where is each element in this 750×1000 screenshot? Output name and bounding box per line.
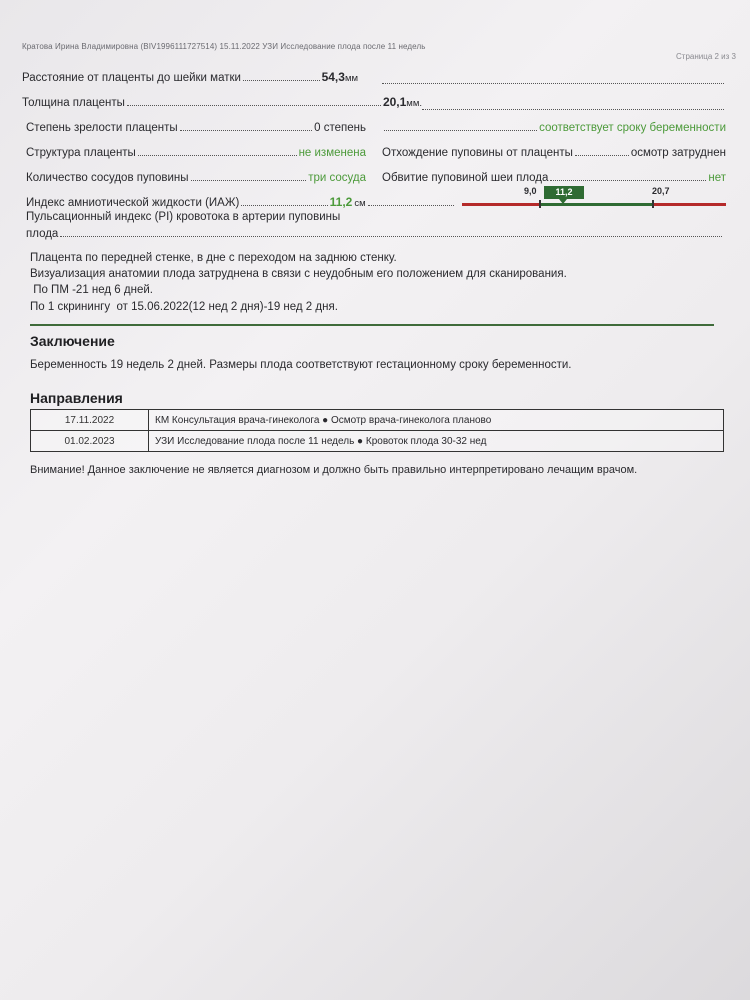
dot-leader: [191, 179, 307, 181]
placenta-thickness-row: [22, 95, 422, 109]
nuchal-cord-value: нет: [708, 172, 726, 184]
maturity-note-row: [382, 122, 726, 134]
disclaimer-text: Внимание! Данное заключение не является диагнозом и должно быть правильно интерпретировано лечащим врачом.: [30, 464, 638, 476]
cord-attachment-label: Отхождение пуповины от плаценты: [382, 147, 573, 159]
placenta-distance-row: [22, 70, 358, 84]
scale-value-marker: 11,2: [544, 186, 584, 199]
afi-unit: см: [354, 198, 366, 209]
placenta-distance-unit: мм: [344, 73, 358, 84]
scale-max-tick: [652, 200, 654, 208]
dot-leader: [384, 129, 537, 131]
pi-row: [26, 228, 724, 240]
table-row: [31, 431, 724, 452]
dot-leader: [422, 108, 724, 110]
afi-label: Индекс амниотической жидкости (ИАЖ): [26, 197, 240, 209]
dot-leader: [241, 204, 327, 206]
scale-min-tick: [539, 200, 541, 208]
dot-leader: [127, 104, 381, 106]
vessels-row: [26, 172, 366, 184]
afi-value: 11,2: [329, 195, 353, 209]
section-divider: [30, 324, 714, 326]
placenta-distance-label: Расстояние от плаценты до шейки матки: [22, 72, 241, 84]
placenta-thickness-label: Толщина плаценты: [22, 97, 125, 109]
maturity-label: Степень зрелости плаценты: [26, 122, 178, 134]
conclusion-text: Беременность 19 недель 2 дней. Размеры плода соответствуют гестационному сроку беременности.: [30, 359, 572, 371]
referral-text: УЗИ Исследование плода после 11 недель ● Кровоток плода 30-32 нед: [149, 431, 724, 452]
nuchal-cord-label: Обвитие пуповиной шеи плода: [382, 172, 549, 184]
afi-reference-scale: [462, 186, 726, 208]
vessels-value: три сосуда: [308, 172, 366, 184]
scale-normal-range-track: [540, 203, 654, 206]
dot-leader: [368, 204, 454, 206]
maturity-row: [26, 122, 366, 134]
structure-label: Структура плаценты: [26, 147, 136, 159]
afi-row: [26, 195, 456, 209]
referrals-table: [30, 409, 724, 452]
note-line: Плацента по передней стенке, в дне с переходом на заднюю стенку.: [30, 252, 397, 264]
conclusion-heading: Заключение: [30, 333, 115, 349]
note-line: По 1 скринингу от 15.06.2022(12 нед 2 дня)-19 нед 2 дня.: [30, 301, 338, 313]
table-row: [31, 410, 724, 431]
dot-leader: [243, 79, 320, 81]
scale-max-label: 20,7: [652, 186, 670, 196]
placenta-thickness-value: 20,1: [382, 95, 407, 109]
page-number: Страница 2 из 3: [676, 52, 736, 61]
dot-leader: [575, 154, 629, 156]
cord-attachment-value: осмотр затруднен: [630, 147, 726, 159]
referral-text: КМ Консультация врача-гинеколога ● Осмотр врача-гинеколога планово: [149, 410, 724, 431]
pi-label-line1: Пульсационный индекс (PI) кровотока в артерии пуповины: [26, 211, 341, 223]
note-line: Визуализация анатомии плода затруднена в связи с неудобным его положением для сканирования.: [30, 268, 567, 280]
structure-row: [26, 147, 366, 159]
note-line: По ПМ -21 нед 6 дней.: [30, 284, 153, 296]
document-header: Кратова Ирина Владимировна (BIV1996111727514) 15.11.2022 УЗИ Исследование плода после 11 недель: [22, 42, 426, 51]
nuchal-cord-row: [382, 172, 726, 184]
dot-leader: [550, 179, 706, 181]
referrals-heading: Направления: [30, 390, 123, 406]
scale-min-label: 9,0: [524, 186, 537, 196]
scale-marker-pointer: [559, 199, 567, 204]
placenta-thickness-unit: мм.: [406, 98, 422, 109]
dot-leader: [138, 154, 297, 156]
structure-value: не изменена: [298, 147, 366, 159]
dot-leader: [60, 235, 722, 237]
referral-date: 17.11.2022: [31, 410, 149, 431]
placenta-distance-value: 54,3: [321, 70, 345, 84]
vessels-label: Количество сосудов пуповины: [26, 172, 189, 184]
dot-leader: [382, 82, 724, 84]
dot-leader: [180, 129, 313, 131]
referral-date: 01.02.2023: [31, 431, 149, 452]
maturity-note: соответствует сроку беременности: [539, 122, 726, 134]
pi-label-line2: плода: [26, 228, 59, 240]
maturity-value: 0 степень: [314, 122, 366, 134]
cord-attachment-row: [382, 147, 726, 159]
